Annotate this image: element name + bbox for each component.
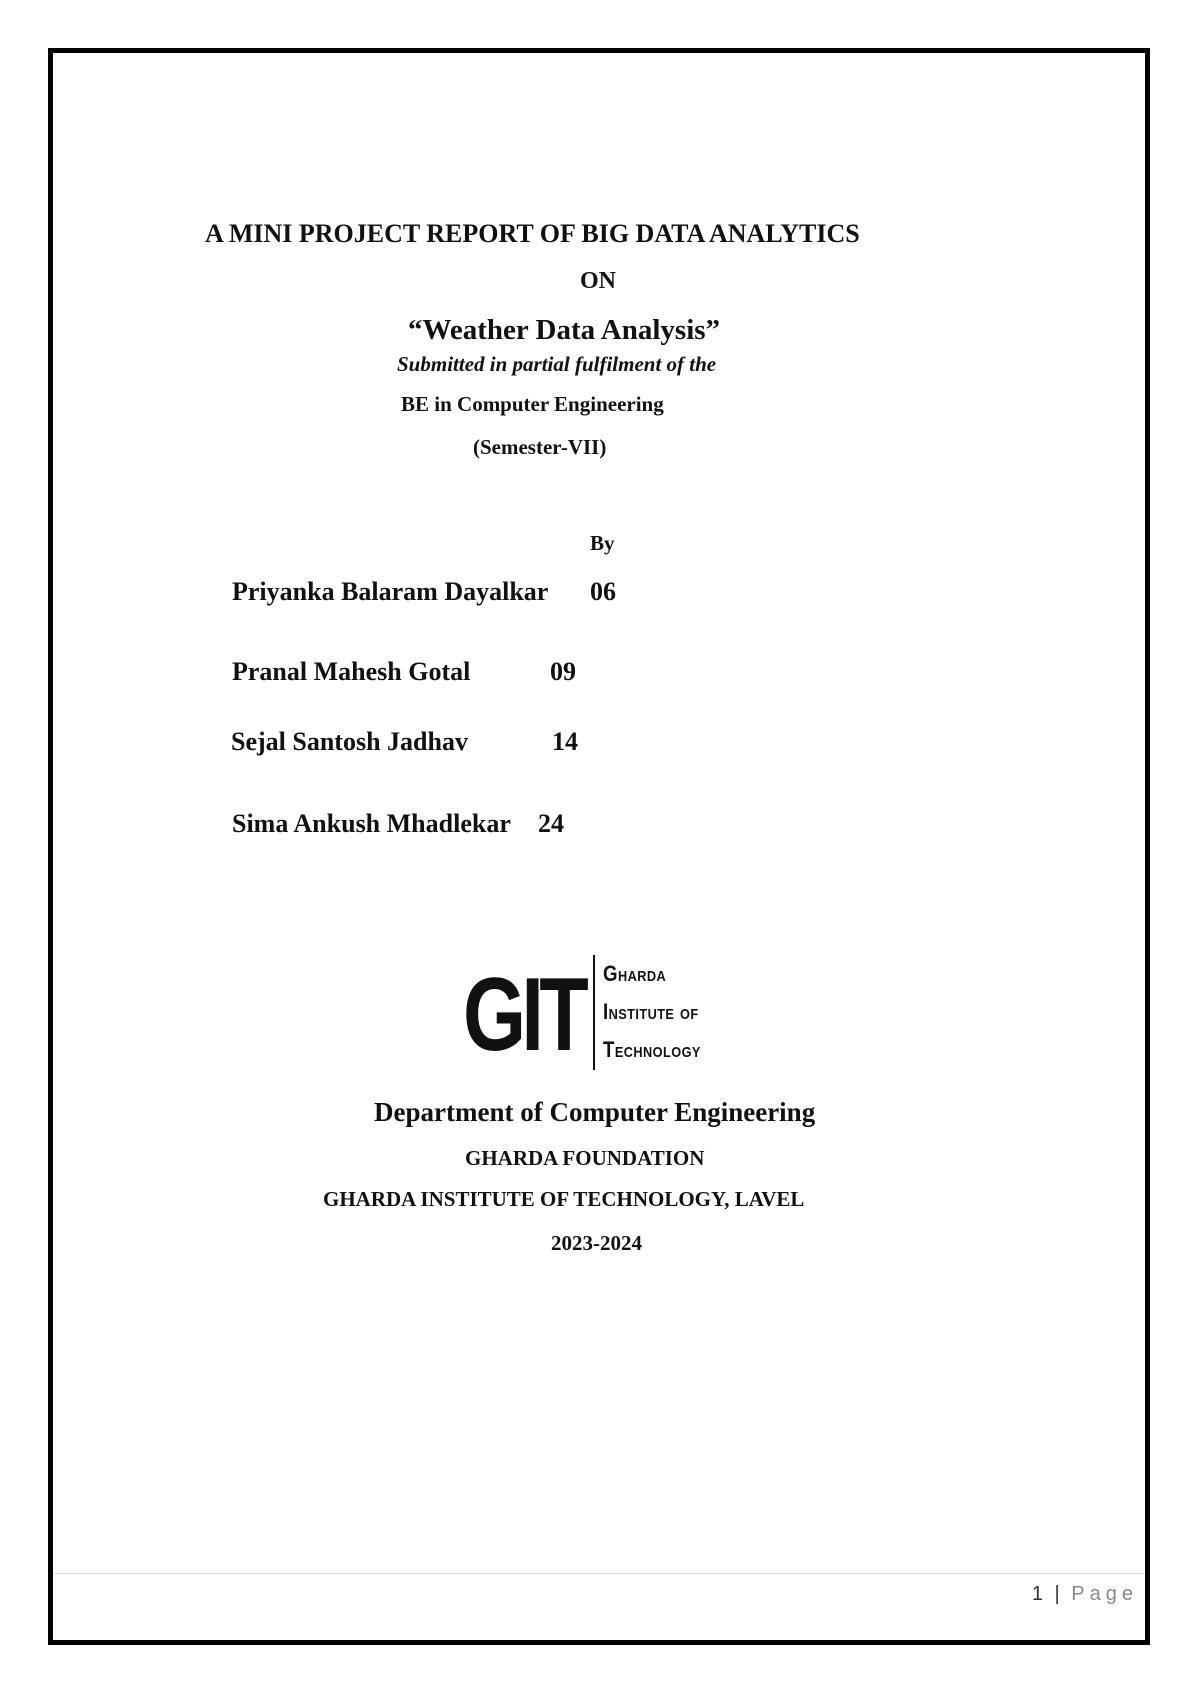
student-name: Sima Ankush Mhadlekar [232,809,511,838]
academic-year: 2023-2024 [551,1231,642,1255]
department-name: Department of Computer Engineering [374,1097,816,1127]
on-label: ON [580,268,616,294]
footer-divider [54,1573,1144,1574]
student-roll: 24 [538,809,564,838]
git-logo [463,955,743,1075]
student-name: Pranal Mahesh Gotal [232,657,471,686]
foundation-name: GHARDA FOUNDATION [465,1146,705,1170]
institute-name: GHARDA INSTITUTE OF TECHNOLOGY, LAVEL [323,1187,805,1211]
student-name: Priyanka Balaram Dayalkar [232,577,549,606]
student-name: Sejal Santosh Jadhav [231,727,468,756]
student-roll: 14 [552,727,578,756]
logo-divider [593,955,595,1070]
page-number [1032,1583,1138,1606]
degree-line: BE in Computer Engineering [401,392,664,416]
logo-line-2: Institute of [603,999,699,1024]
submitted-line: Submitted in partial fulfilment of the [397,352,717,376]
logo-line-1: Gharda [603,961,667,986]
logo-line-3: Technology [603,1037,701,1062]
logo-mark: GIT [463,957,585,1073]
semester-line: (Semester-VII) [473,435,607,459]
student-roll: 06 [590,577,616,606]
page-number-value: 1 [1031,1583,1046,1605]
page-label: Page [1071,1583,1138,1605]
project-subject: “Weather Data Analysis” [408,314,721,346]
report-title: A MINI PROJECT REPORT OF BIG DATA ANALYTICS [205,219,860,248]
page-number-separator: | [1054,1583,1063,1605]
by-label: By [590,531,615,555]
student-roll: 09 [550,657,576,686]
